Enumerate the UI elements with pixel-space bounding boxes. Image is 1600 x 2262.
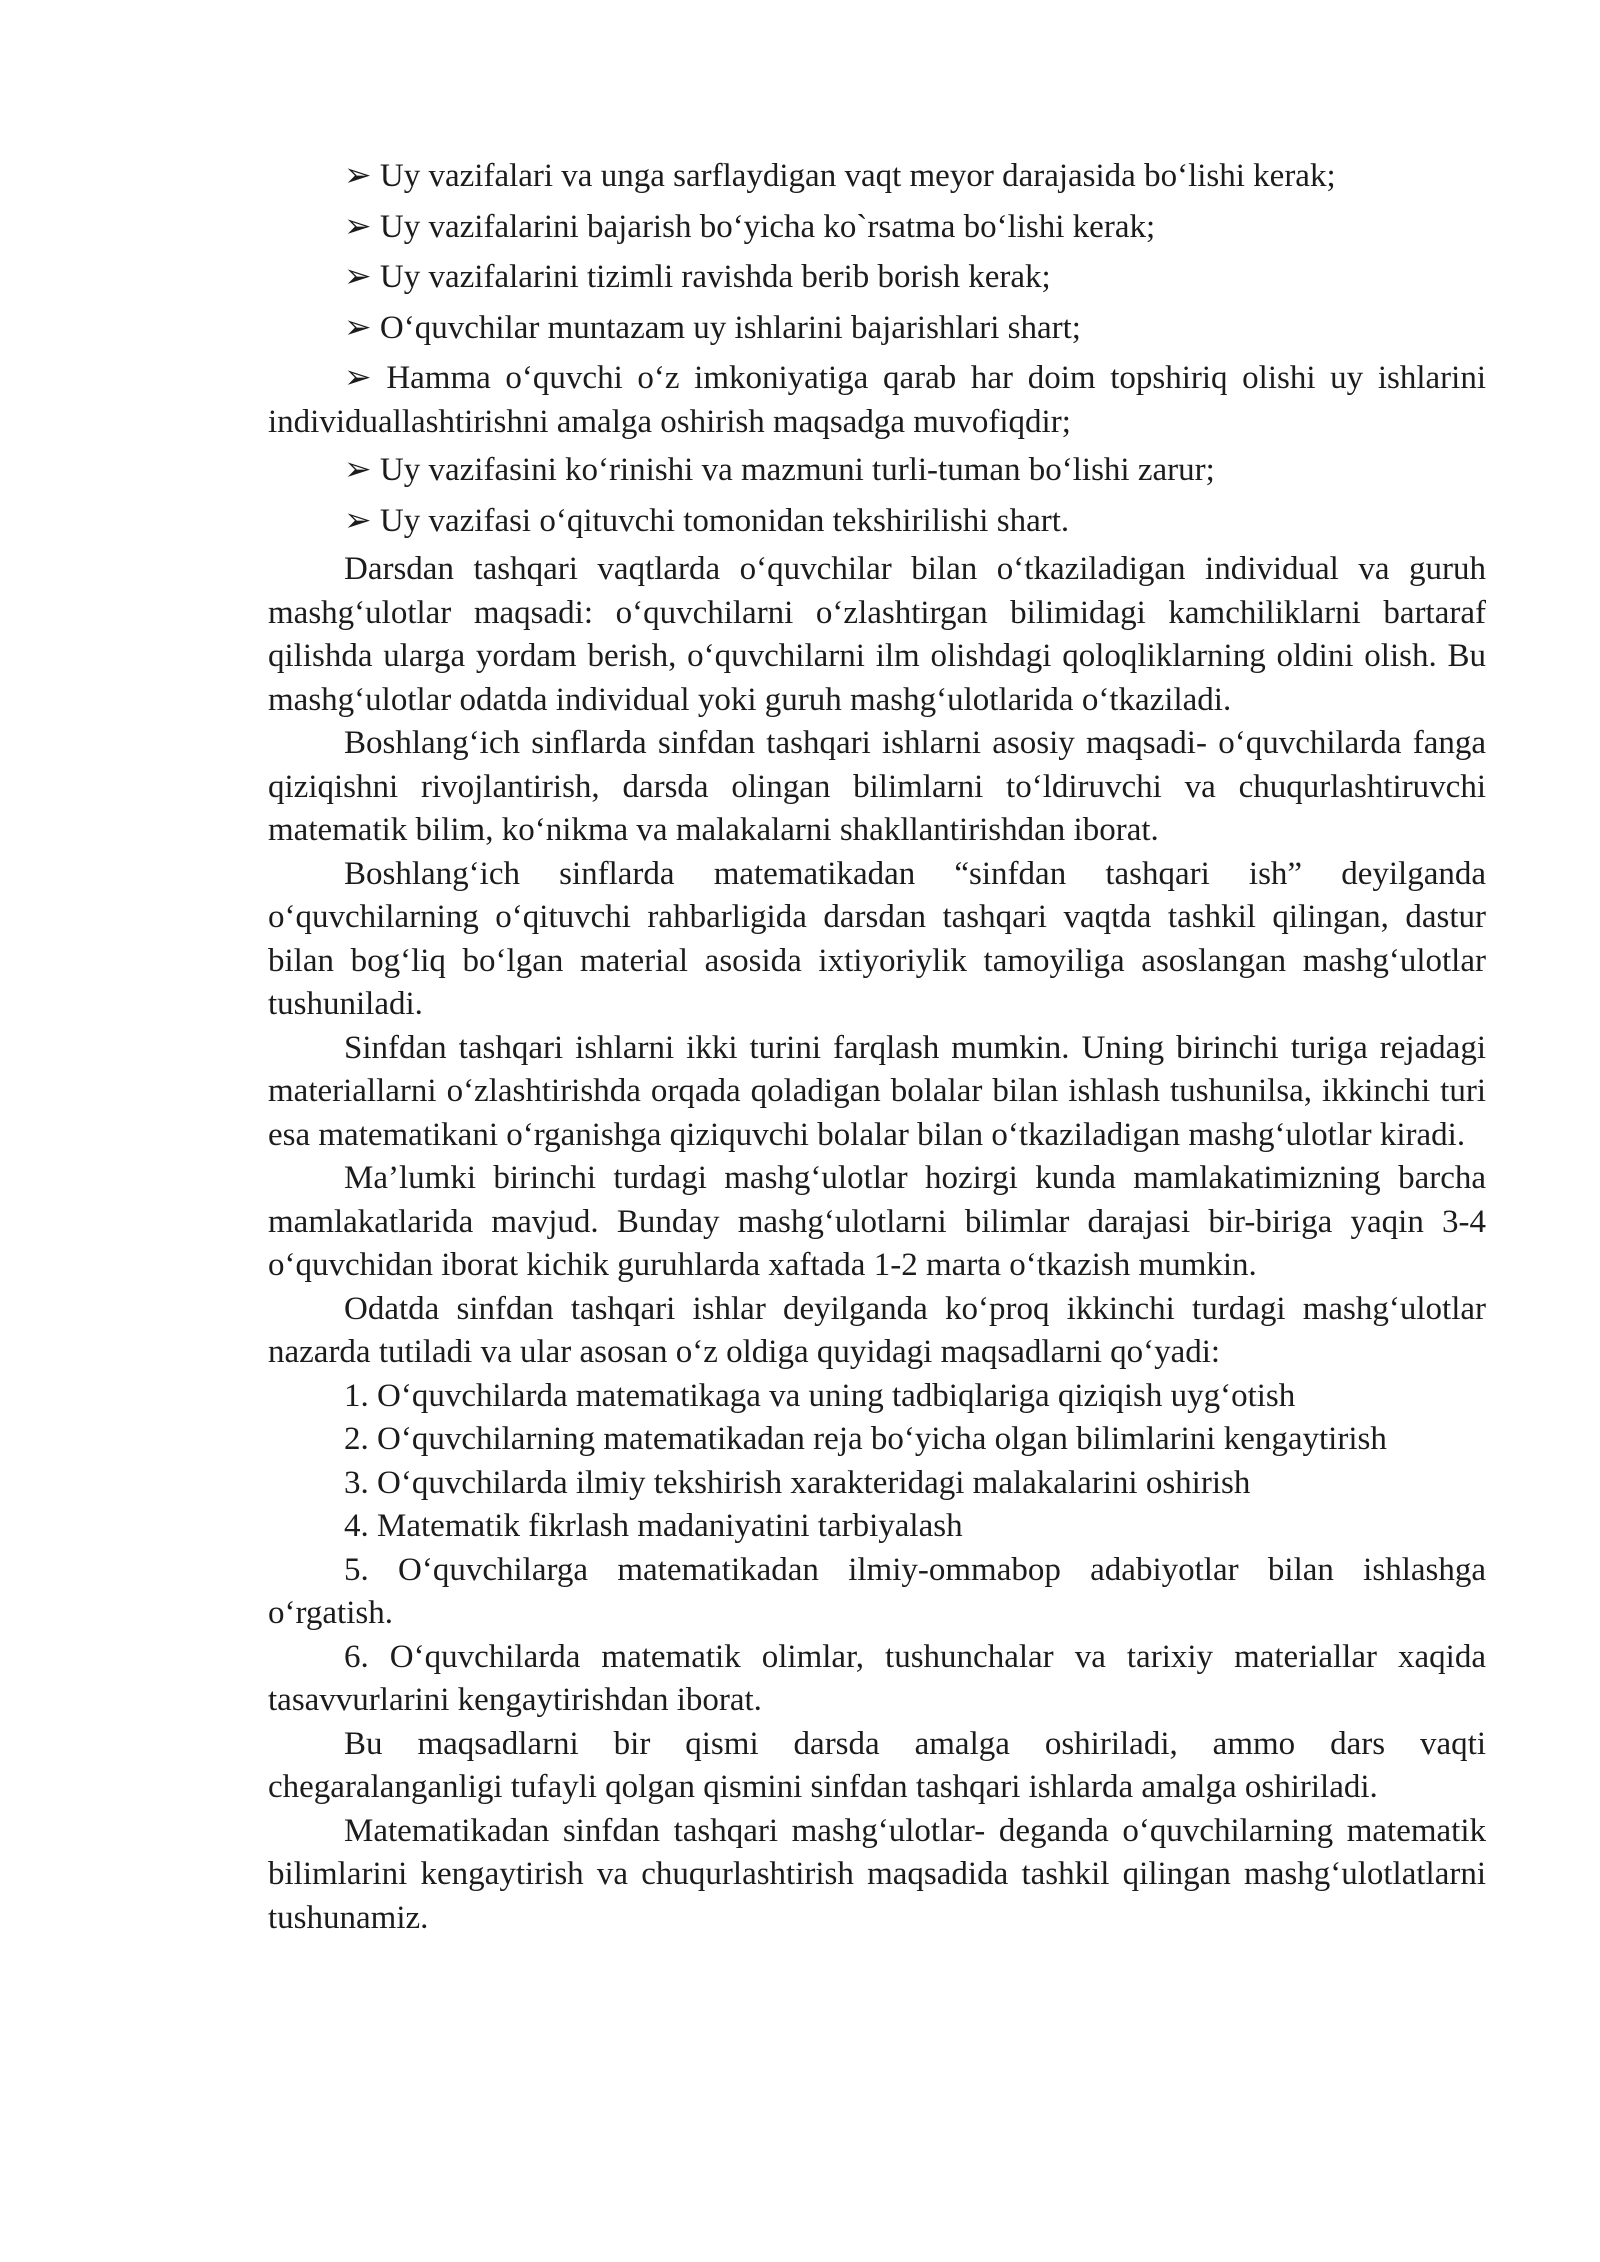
bullet-item [268, 500, 1486, 544]
page-body [268, 155, 1486, 1940]
paragraph: Boshlang‘ich sinflarda sinfdan tashqari ishlarni asosiy maqsadi- o‘quvchilarda fanga qiziqishni rivojlantirish, darsda olingan bilimlarni to‘ldiruvchi va chuqurlashtiruvchi matematik bilim, ko‘nikma va malakalarni shakllantirishdan iborat. [268, 725, 1486, 848]
numbered-item: 6. O‘quvchilarda matematik olimlar, tushunchalar va tarixiy materiallar xaqida tasavvurlarini kengaytirishdan iborat. [268, 1638, 1486, 1718]
bullet-text: Uy vazifalari va unga sarflaydigan vaqt meyor darajasida bo‘lishi kerak; [379, 158, 1336, 194]
bullet-item [268, 449, 1486, 493]
paragraph: Odatda sinfdan tashqari ishlar deyilganda ko‘proq ikkinchi turdagi mashg‘ulotlar nazarda tutiladi va ular asosan o‘z oldiga quyidagi maqsadlarni qo‘yadi: [268, 1290, 1486, 1370]
arrow-bullet-icon: ➢ [344, 309, 372, 346]
bullet-text: O‘quvchilar muntazam uy ishlarini bajarishlari shart; [379, 309, 1081, 346]
paragraph: Boshlang‘ich sinflarda matematikadan “sinfdan tashqari ish” deyilganda o‘quvchilarning o‘qituvchi rahbarligida darsdan tashqari vaqtda tashkil qilingan, dastur bilan bog‘liq bo‘lgan material asosida ixtiyoriylik tamoyiliga asoslangan mashg‘ulotlar tushuniladi. [268, 855, 1486, 1022]
arrow-bullet-icon: ➢ [344, 208, 372, 245]
numbered-item: 3. O‘quvchilarda ilmiy tekshirish xarakteridagi malakalarini oshirish [344, 1464, 1251, 1501]
bullet-text: Hamma o‘quvchi o‘z imkoniyatiga qarab har doim topshiriq olishi uy ishlarini individuallashtirishni amalga oshirish maqsadga muvofiqdir; [268, 360, 1486, 440]
bullet-text: Uy vazifalarini bajarish bo‘yicha ko`rsatma bo‘lishi kerak; [379, 208, 1156, 245]
arrow-bullet-icon: ➢ [344, 360, 372, 396]
paragraph: Bu maqsadlarni bir qismi darsda amalga oshiriladi, ammo dars vaqti chegaralanganligi tufayli qolgan qismini sinfdan tashqari ishlarda amalga oshiriladi. [268, 1725, 1486, 1805]
arrow-bullet-icon: ➢ [344, 502, 372, 539]
bullet-text: Uy vazifalarini tizimli ravishda berib borish kerak; [379, 259, 1051, 295]
paragraph: Sinfdan tashqari ishlarni ikki turini farqlash mumkin. Uning birinchi turiga rejadagi materiallarni o‘zlashtirishda orqada qoladigan bolalar bilan ishlash tushunilsa, ikkinchi turi esa matematikani o‘rganishga qiziquvchi bolalar bilan o‘tkaziladigan mashg‘ulotlar kiradi. [268, 1029, 1486, 1153]
bullet-text: Uy vazifasini ko‘rinishi va mazmuni turli-tuman bo‘lishi zarur; [379, 452, 1215, 488]
numbered-item: 2. O‘quvchilarning matematikadan reja bo‘yicha olgan bilimlarini kengaytirish [344, 1421, 1387, 1457]
bullet-item [268, 256, 1486, 300]
arrow-bullet-icon: ➢ [344, 158, 372, 194]
numbered-item: 1. O‘quvchilarda matematikaga va uning tadbiqlariga qiziqish uyg‘otish [344, 1377, 1296, 1414]
paragraph: Matematikadan sinfdan tashqari mashg‘ulotlar- deganda o‘quvchilarning matematik bilimlarini kengaytirish va chuqurlashtirish maqsadida tashkil qilingan mashg‘ulotlatlarni tushunamiz. [268, 1812, 1486, 1936]
numbered-item: 5. O‘quvchilarga matematikadan ilmiy-ommabop adabiyotlar bilan ishlashga o‘rgatish. [268, 1551, 1486, 1631]
paragraph: Ma’lumki birinchi turdagi mashg‘ulotlar hozirgi kunda mamlakatimizning barcha mamlakatlarida mavjud. Bunday mashg‘ulotlarni bilimlar darajasi bir-biriga yaqin 3-4 o‘quvchidan iborat kichik guruhlarda xaftada 1-2 marta o‘tkazish mumkin. [268, 1160, 1486, 1283]
bullet-item [268, 206, 1486, 250]
arrow-bullet-icon: ➢ [344, 452, 372, 488]
bullet-item [268, 155, 1486, 199]
numbered-item: 4. Matematik fikrlash madaniyatini tarbiyalash [344, 1508, 963, 1544]
arrow-bullet-icon: ➢ [344, 259, 372, 295]
bullet-item [268, 357, 1486, 444]
bullet-item [268, 307, 1486, 351]
bullet-text: Uy vazifasi o‘qituvchi tomonidan tekshirilishi shart. [379, 502, 1070, 539]
paragraph: Darsdan tashqari vaqtlarda o‘quvchilar bilan o‘tkaziladigan individual va guruh mashg‘ulotlar maqsadi: o‘quvchilarni o‘zlashtirgan bilimidagi kamchiliklarni bartaraf qilishda ularga yordam berish, o‘quvchilarni ilm olishdagi qoloqliklarning oldini olish. Bu mashg‘ulotlar odatda individual yoki guruh mashg‘ulotlarida o‘tkaziladi. [268, 551, 1486, 718]
